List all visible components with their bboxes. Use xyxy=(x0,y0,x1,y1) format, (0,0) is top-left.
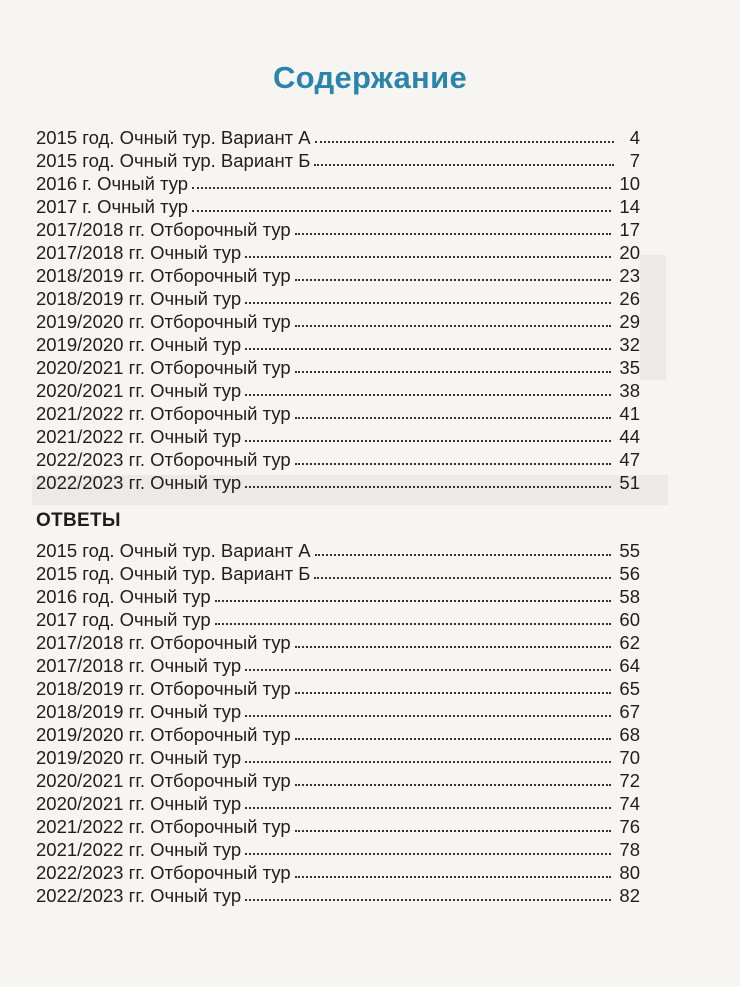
toc-entry-label: 2017/2018 гг. Очный тур xyxy=(36,655,242,676)
toc-entry-page-number: 55 xyxy=(619,540,640,561)
dot-leader xyxy=(245,715,611,717)
toc-entry xyxy=(36,425,640,448)
toc-entry-page-number: 82 xyxy=(619,885,640,906)
dot-leader xyxy=(314,577,611,579)
toc-entry-page-number: 78 xyxy=(619,839,640,860)
toc-entry-page-number: 65 xyxy=(619,678,640,699)
toc-entry-label: 2018/2019 гг. Отборочный тур xyxy=(36,265,291,286)
toc-entry-page-number: 7 xyxy=(629,150,640,171)
dot-leader xyxy=(215,623,612,625)
dot-leader xyxy=(245,394,611,396)
toc-entry xyxy=(36,608,640,631)
toc-entry xyxy=(36,838,640,861)
answers-heading: ОТВЕТЫ xyxy=(36,510,121,531)
toc-entry xyxy=(36,815,640,838)
toc-entry-label: 2019/2020 гг. Отборочный тур xyxy=(36,311,291,332)
toc-entry-page-number: 56 xyxy=(619,563,640,584)
dot-leader xyxy=(295,738,612,740)
toc-entry-page-number: 4 xyxy=(629,127,640,148)
toc-entry xyxy=(36,562,640,585)
toc-entry xyxy=(36,884,640,907)
toc-entry-page-number: 62 xyxy=(619,632,640,653)
toc-entry-label: 2021/2022 гг. Очный тур xyxy=(36,426,242,447)
dot-leader xyxy=(245,669,611,671)
toc-entry-label: 2019/2020 гг. Отборочный тур xyxy=(36,724,291,745)
dot-leader xyxy=(295,279,612,281)
contents-list xyxy=(36,126,640,494)
toc-entry xyxy=(36,195,640,218)
toc-entry xyxy=(36,861,640,884)
dot-leader xyxy=(314,164,614,166)
toc-entry xyxy=(36,723,640,746)
toc-entry-label: 2016 год. Очный тур xyxy=(36,586,211,607)
toc-entry xyxy=(36,585,640,608)
dot-leader xyxy=(215,600,612,602)
dot-leader xyxy=(295,463,612,465)
page-title: Содержание xyxy=(273,60,467,95)
dot-leader xyxy=(245,440,611,442)
toc-entry-label: 2017 г. Очный тур xyxy=(36,196,189,217)
dot-leader xyxy=(295,784,612,786)
toc-entry xyxy=(36,746,640,769)
toc-entry-label: 2022/2023 гг. Отборочный тур xyxy=(36,862,291,883)
answers-section xyxy=(36,539,640,907)
toc-entry-page-number: 60 xyxy=(619,609,640,630)
toc-entry xyxy=(36,379,640,402)
toc-entry xyxy=(36,310,640,333)
toc-entry-label: 2016 г. Очный тур xyxy=(36,173,189,194)
toc-entry-page-number: 26 xyxy=(619,288,640,309)
dot-leader xyxy=(245,348,611,350)
toc-entry xyxy=(36,700,640,723)
dot-leader xyxy=(245,761,611,763)
dot-leader xyxy=(245,256,611,258)
dot-leader xyxy=(245,807,611,809)
dot-leader xyxy=(295,417,612,419)
toc-entry xyxy=(36,333,640,356)
toc-entry-label: 2020/2021 гг. Очный тур xyxy=(36,380,242,401)
toc-entry-label: 2015 год. Очный тур. Вариант Б xyxy=(36,563,311,584)
answers-list xyxy=(36,539,640,907)
toc-entry xyxy=(36,149,640,172)
contents-section xyxy=(36,126,640,494)
toc-entry xyxy=(36,287,640,310)
toc-entry xyxy=(36,264,640,287)
dot-leader xyxy=(315,141,614,143)
toc-entry-label: 2018/2019 гг. Очный тур xyxy=(36,288,242,309)
toc-entry-label: 2017/2018 гг. Отборочный тур xyxy=(36,632,291,653)
toc-entry-label: 2020/2021 гг. Отборочный тур xyxy=(36,770,291,791)
toc-entry-page-number: 47 xyxy=(619,449,640,470)
toc-entry-label: 2019/2020 гг. Очный тур xyxy=(36,747,242,768)
toc-entry xyxy=(36,402,640,425)
toc-entry-label: 2022/2023 гг. Очный тур xyxy=(36,885,242,906)
toc-entry-page-number: 35 xyxy=(619,357,640,378)
toc-entry-page-number: 68 xyxy=(619,724,640,745)
toc-entry-page-number: 67 xyxy=(619,701,640,722)
toc-entry-label: 2021/2022 гг. Отборочный тур xyxy=(36,403,291,424)
toc-entry-label: 2020/2021 гг. Очный тур xyxy=(36,793,242,814)
toc-entry-page-number: 32 xyxy=(619,334,640,355)
toc-entry-label: 2018/2019 гг. Очный тур xyxy=(36,701,242,722)
toc-entry-label: 2015 год. Очный тур. Вариант Б xyxy=(36,150,311,171)
toc-entry-label: 2015 год. Очный тур. Вариант А xyxy=(36,540,311,561)
toc-entry-label: 2018/2019 гг. Отборочный тур xyxy=(36,678,291,699)
toc-entry xyxy=(36,356,640,379)
toc-entry-page-number: 10 xyxy=(619,173,640,194)
toc-entry-label: 2019/2020 гг. Очный тур xyxy=(36,334,242,355)
dot-leader xyxy=(295,233,612,235)
dot-leader xyxy=(192,210,611,212)
toc-entry-label: 2017 год. Очный тур xyxy=(36,609,211,630)
toc-entry-label: 2020/2021 гг. Отборочный тур xyxy=(36,357,291,378)
toc-entry xyxy=(36,792,640,815)
toc-entry-label: 2022/2023 гг. Очный тур xyxy=(36,472,242,493)
toc-entry-page-number: 70 xyxy=(619,747,640,768)
toc-entry-page-number: 20 xyxy=(619,242,640,263)
toc-entry xyxy=(36,769,640,792)
toc-entry-label: 2021/2022 гг. Отборочный тур xyxy=(36,816,291,837)
toc-entry-page-number: 17 xyxy=(619,219,640,240)
toc-entry-label: 2017/2018 гг. Отборочный тур xyxy=(36,219,291,240)
toc-entry xyxy=(36,241,640,264)
toc-entry-page-number: 23 xyxy=(619,265,640,286)
toc-entry-label: 2017/2018 гг. Очный тур xyxy=(36,242,242,263)
dot-leader xyxy=(295,371,612,373)
toc-entry xyxy=(36,126,640,149)
toc-entry-label: 2021/2022 гг. Очный тур xyxy=(36,839,242,860)
toc-entry-page-number: 14 xyxy=(619,196,640,217)
toc-entry xyxy=(36,218,640,241)
toc-entry xyxy=(36,448,640,471)
dot-leader xyxy=(245,486,611,488)
dot-leader xyxy=(192,187,611,189)
toc-entry xyxy=(36,677,640,700)
dot-leader xyxy=(245,302,611,304)
toc-entry-page-number: 64 xyxy=(619,655,640,676)
toc-entry-page-number: 29 xyxy=(619,311,640,332)
dot-leader xyxy=(245,853,611,855)
toc-entry-page-number: 72 xyxy=(619,770,640,791)
toc-entry xyxy=(36,172,640,195)
toc-entry xyxy=(36,631,640,654)
toc-entry xyxy=(36,539,640,562)
dot-leader xyxy=(245,899,611,901)
toc-entry-page-number: 38 xyxy=(619,380,640,401)
toc-entry xyxy=(36,471,640,494)
dot-leader xyxy=(295,325,612,327)
toc-entry-page-number: 41 xyxy=(619,403,640,424)
dot-leader xyxy=(295,876,612,878)
dot-leader xyxy=(295,646,612,648)
show-through-block xyxy=(640,255,666,380)
toc-entry xyxy=(36,654,640,677)
toc-entry-page-number: 44 xyxy=(619,426,640,447)
toc-entry-label: 2015 год. Очный тур. Вариант А xyxy=(36,127,311,148)
toc-entry-page-number: 51 xyxy=(619,472,640,493)
toc-entry-label: 2022/2023 гг. Отборочный тур xyxy=(36,449,291,470)
dot-leader xyxy=(295,830,612,832)
toc-entry-page-number: 80 xyxy=(619,862,640,883)
dot-leader xyxy=(295,692,612,694)
toc-entry-page-number: 76 xyxy=(619,816,640,837)
toc-entry-page-number: 74 xyxy=(619,793,640,814)
dot-leader xyxy=(315,554,612,556)
toc-entry-page-number: 58 xyxy=(619,586,640,607)
